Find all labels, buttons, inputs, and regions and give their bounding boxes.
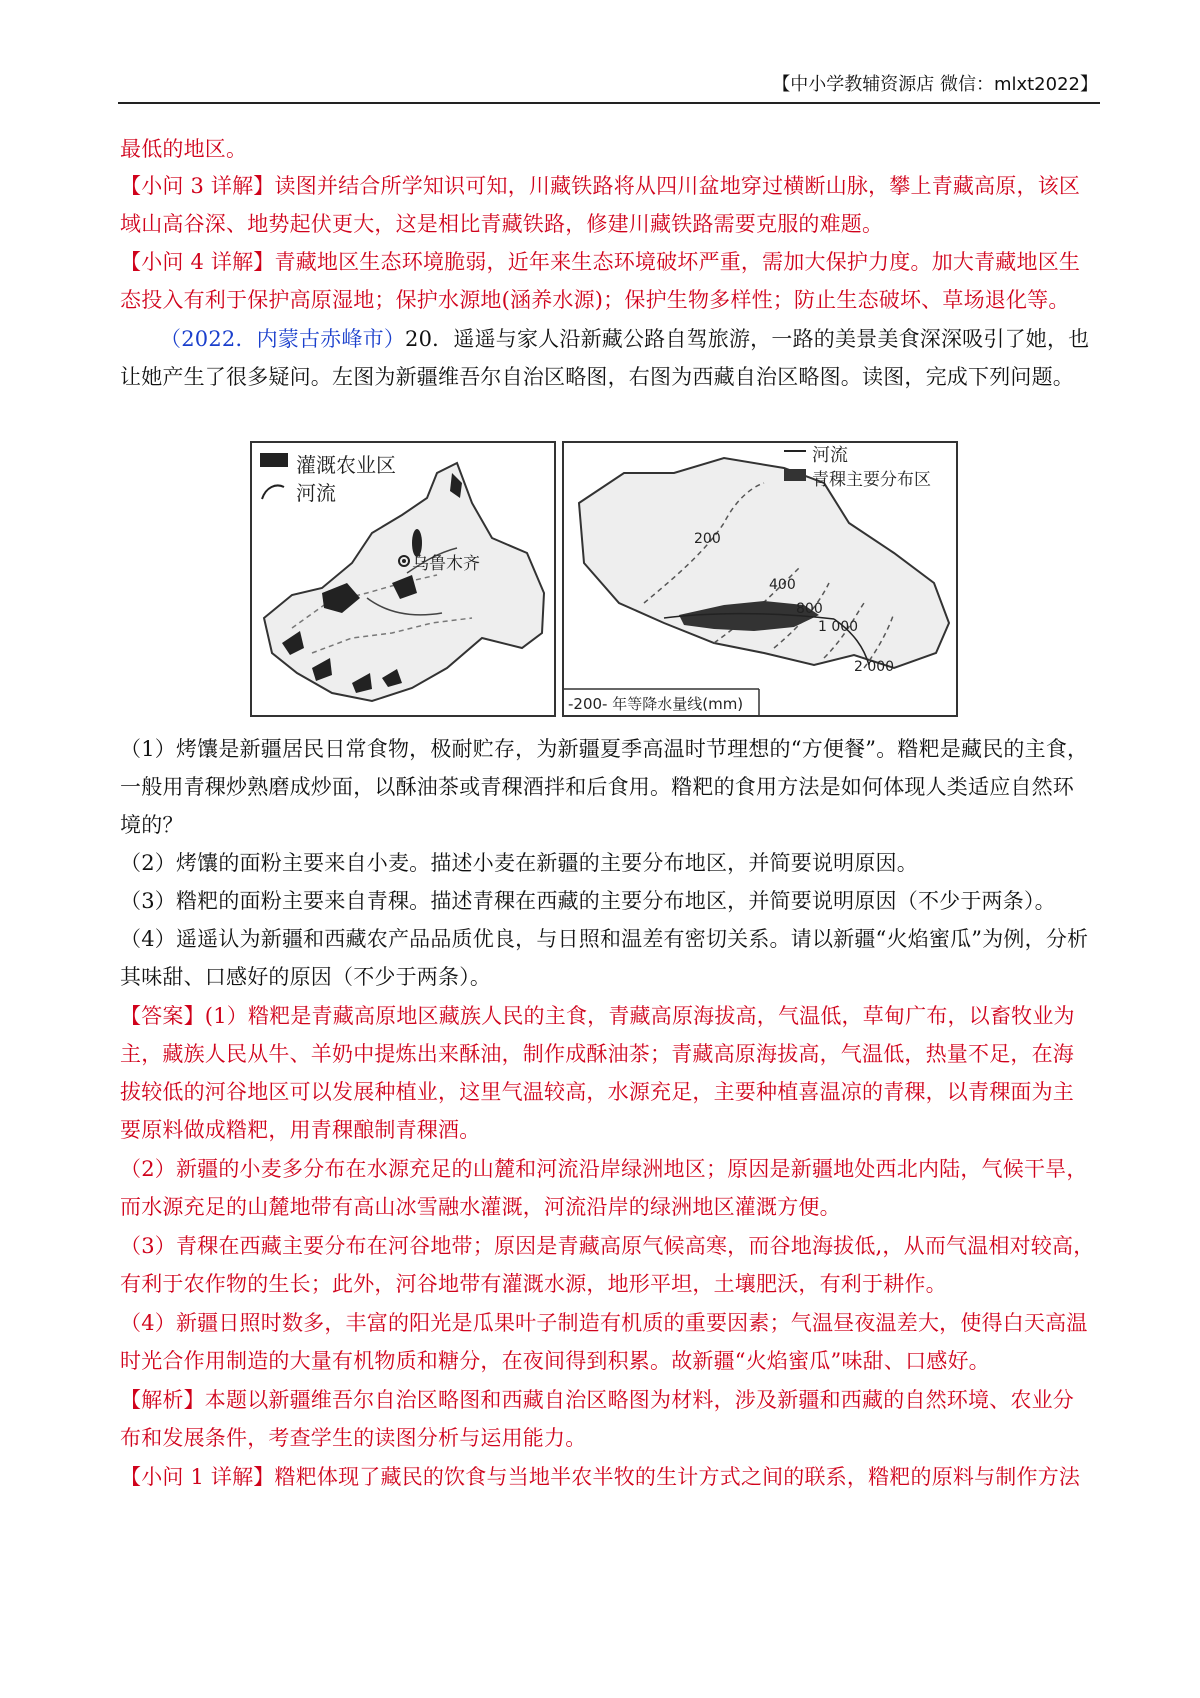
answer-line: 主，藏族人民从牛、羊奶中提炼出来酥油，制作成酥油茶；青藏高原海拔高，气温低，热量不足，在海 xyxy=(120,1042,1074,1066)
answer-line: 要原料做成糌粑，用青稞酿制青稞酒。 xyxy=(120,1118,481,1142)
legend-irrigation-label: 灌溉农业区 xyxy=(296,453,396,477)
header-text: 【中小学教辅资源店 微信：mlxt2022】 xyxy=(772,74,1098,95)
legend-barley-label: 青稞主要分布区 xyxy=(812,470,931,490)
contour-label-200: 200 xyxy=(694,531,721,547)
answer-line: 拔较低的河谷地区可以发展种植业，这里气温较高，水源充足，主要种植喜温凉的青稞，以青稞面为主 xyxy=(120,1080,1074,1104)
answer-line: （4）新疆日照时数多，丰富的阳光是瓜果叶子制造有机质的重要因素；气温昼夜温差大，使得白天高温 xyxy=(120,1311,1088,1335)
text-line: 【小问 3 详解】读图并结合所学知识可知，川藏铁路将从四川盆地穿过横断山脉，攀上青藏高原，该区 xyxy=(120,174,1081,198)
question-source: （2022．内蒙古赤峰市） xyxy=(160,327,406,351)
answer-line: 有利于农作物的生长；此外，河谷地带有灌溉水源，地形平坦，土壤肥沃，有利于耕作。 xyxy=(120,1272,947,1296)
answer-line: 【答案】(1）糌粑是青藏高原地区藏族人民的主食，青藏高原海拔高，气温低，草甸广布，以畜牧业为 xyxy=(120,1004,1075,1028)
xinjiang-map xyxy=(250,441,556,717)
legend-river-label: 河流 xyxy=(296,481,336,505)
text-line: 【小问 4 详解】青藏地区生态环境脆弱，近年来生态环境破坏严重，需加大保护力度。加大青藏地区生 xyxy=(120,250,1081,274)
analysis-line: 【小问 1 详解】糌粑体现了藏民的饮食与当地半农半牧的生计方式之间的联系，糌粑的原料与制作方法 xyxy=(120,1465,1081,1489)
question-stem-line2: 让她产生了很多疑问。左图为新疆维吾尔自治区略图，右图为西藏自治区略图。读图，完成下列问题。 xyxy=(120,365,1074,389)
text-line: 域山高谷深、地势起伏更大，这是相比青藏铁路，修建川藏铁路需要克服的难题。 xyxy=(120,212,884,236)
answer-line: （3）青稞在西藏主要分布在河谷地带；原因是青藏高原气候高寒，而谷地海拔低,，从而气温相对较高， xyxy=(120,1234,1095,1258)
text-line: 态投入有利于保护高原湿地；保护水源地(涵养水源)；保护生物多样性；防止生态破坏、草场退化等。 xyxy=(120,288,1070,312)
answer-line: （2）新疆的小麦多分布在水源充足的山麓和河流沿岸绿洲地区；原因是新疆地处西北内陆，气候干旱， xyxy=(120,1157,1088,1181)
answer-line: 时光合作用制造的大量有机物质和糖分，在夜间得到积累。故新疆“火焰蜜瓜”味甜、口感好。 xyxy=(120,1349,990,1373)
question-stem xyxy=(160,324,1089,354)
sub-question-line: （2）烤馕的面粉主要来自小麦。描述小麦在新疆的主要分布地区，并简要说明原因。 xyxy=(120,851,918,875)
urumqi-label: 乌鲁木齐 xyxy=(412,554,480,574)
isohyet-footnote: -200- 年等降水量线(mm) xyxy=(568,695,744,713)
tibet-map xyxy=(562,441,958,717)
analysis-line: 【解析】本题以新疆维吾尔自治区略图和西藏自治区略图为材料，涉及新疆和西藏的自然环境、农业分 xyxy=(120,1388,1074,1412)
question-text: 20．遥遥与家人沿新藏公路自驾旅游，一路的美景美食深深吸引了她，也 xyxy=(405,327,1090,351)
sub-question-line: 其味甜、口感好的原因（不少于两条）。 xyxy=(120,965,492,989)
page-header xyxy=(118,68,1100,104)
sub-question-line: （4）遥遥认为新疆和西藏农产品品质优良，与日照和温差有密切关系。请以新疆“火焰蜜瓜”为例，分析 xyxy=(120,927,1089,951)
text-line: 最低的地区。 xyxy=(120,137,248,161)
contour-label-1000: 1 000 xyxy=(818,619,859,635)
legend-river-label: 河流 xyxy=(812,445,848,466)
analysis-line: 布和发展条件，考查学生的读图分析与运用能力。 xyxy=(120,1426,587,1450)
map-figures xyxy=(250,441,958,721)
sub-question-line: 一般用青稞炒熟磨成炒面，以酥油茶或青稞酒拌和后食用。糌粑的食用方法是如何体现人类适应自然环 xyxy=(120,775,1074,799)
contour-label-400: 400 xyxy=(769,577,796,593)
contour-label-800: 800 xyxy=(796,601,823,617)
sub-question-line: （1）烤馕是新疆居民日常食物，极耐贮存，为新疆夏季高温时节理想的“方便餐”。糌粑是藏民的主食， xyxy=(120,737,1089,761)
sub-question-line: （3）糌粑的面粉主要来自青稞。描述青稞在西藏的主要分布地区，并简要说明原因（不少于两条）。 xyxy=(120,889,1056,913)
contour-label-2000: 2 000 xyxy=(854,659,895,675)
sub-question-line: 境的？ xyxy=(120,813,184,837)
answer-line: 而水源充足的山麓地带有高山冰雪融水灌溉，河流沿岸的绿洲地区灌溉方便。 xyxy=(120,1195,841,1219)
